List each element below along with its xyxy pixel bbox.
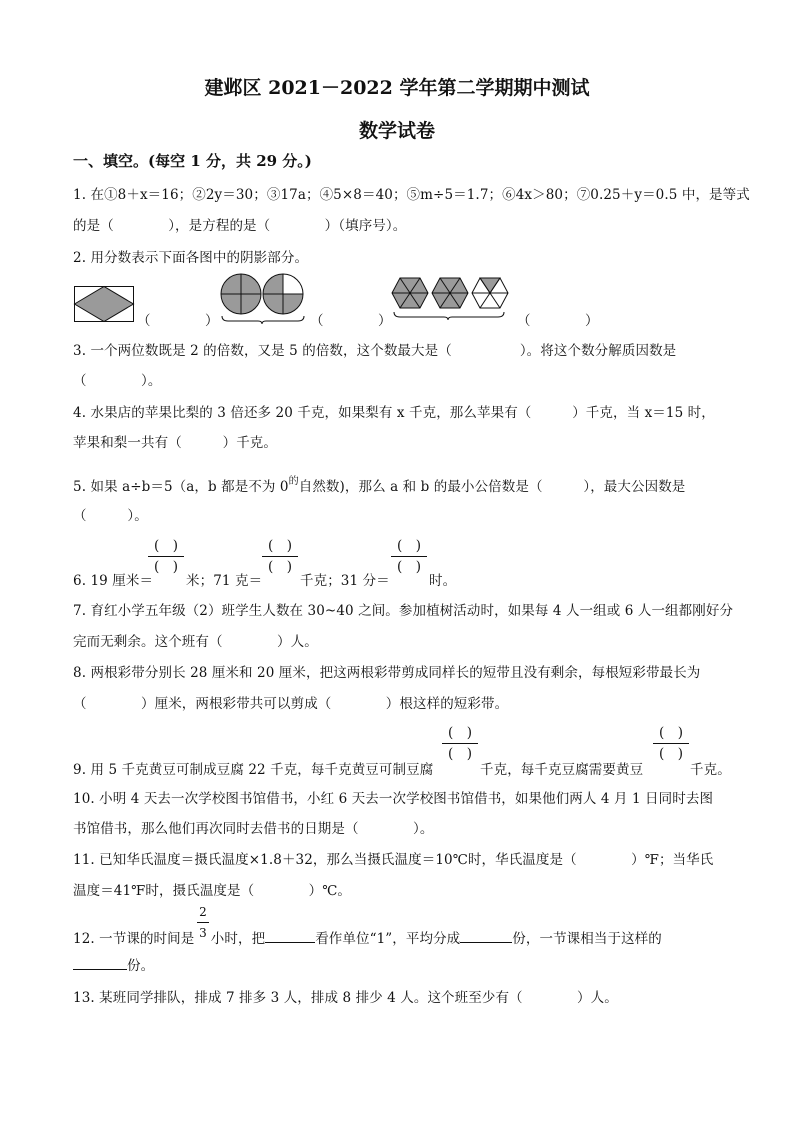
fraction-blank[interactable] xyxy=(148,537,184,576)
q12-text-3: 看作单位“1”，平均分成 xyxy=(315,931,461,947)
q5-text-c: 自然数)，那么 a 和 b 的最小公倍数是（ ），最大公因数是 xyxy=(298,479,686,495)
fraction-blank[interactable] xyxy=(653,724,689,763)
q5-superscript: 的 xyxy=(288,476,299,487)
fraction-bar xyxy=(262,556,298,557)
fraction-bar xyxy=(197,922,209,923)
question-11-line-2: 温度＝41℉时，摄氏温度是（ ）℃。 xyxy=(73,883,352,899)
numerator-blank[interactable]: ( ) xyxy=(267,538,293,554)
denominator-blank[interactable]: ( ) xyxy=(447,746,473,762)
question-6-part-1: 6. 19 厘米＝ xyxy=(73,573,154,589)
question-13-line-1: 13. 某班同学排队，排成 7 排多 3 人，排成 8 排少 4 人。这个班至少有（ ）人。 xyxy=(73,990,618,1006)
circles-figure xyxy=(220,272,310,322)
q12-text-2: 小时，把 xyxy=(210,931,266,947)
question-8-line-2: （ ）厘米，两根彩带共可以剪成（ ）根这样的短彩带。 xyxy=(73,696,509,712)
page-subtitle: 数学试卷 xyxy=(358,120,435,142)
question-11-line-1: 11. 已知华氏温度＝摄氏温度×1.8＋32，那么当摄氏温度＝10℃时，华氏温度是（ ）℉；当华氏 xyxy=(73,852,714,868)
fraction-2-3 xyxy=(197,903,209,942)
question-12-line-2 xyxy=(73,954,154,974)
answer-blank-2[interactable]: （ ） xyxy=(310,313,392,329)
section-heading: 一、填空。(每空 1 分，共 29 分。) xyxy=(73,152,312,170)
question-6-part-2: 米；71 克＝ xyxy=(186,573,263,589)
question-8-line-1: 8. 两根彩带分别长 28 厘米和 20 厘米，把这两根彩带剪成同样长的短带且没有剩余，每根短彩带最长为 xyxy=(73,665,701,681)
q12-text-4: 份，一节课相当于这样的 xyxy=(512,931,662,947)
question-7-line-1: 7. 育红小学五年级（2）班学生人数在 30~40 之间。参加植树活动时，如果每 4 人一组或 6 人一组都刚好分 xyxy=(73,603,734,619)
fraction-blank[interactable] xyxy=(262,537,298,576)
q12-text-1: 12. 一节课的时间是 xyxy=(73,931,195,947)
question-5-line-1 xyxy=(73,472,685,495)
question-9-part-2: 千克，每千克豆腐需要黄豆 xyxy=(480,762,644,778)
question-10-line-1: 10. 小明 4 天去一次学校图书馆借书，小红 6 天去一次学校图书馆借书，如果他们两人 4 月 1 日同时去图 xyxy=(73,791,714,807)
denominator-blank[interactable]: ( ) xyxy=(658,746,684,762)
question-10-line-2: 书馆借书，那么他们再次同时去借书的日期是（ ）。 xyxy=(73,821,434,837)
question-3-line-1: 3. 一个两位数既是 2 的倍数，又是 5 的倍数，这个数最大是（ ）。将这个数分解质因数是 xyxy=(73,343,677,359)
question-6-part-3: 千克；31 分＝ xyxy=(300,573,390,589)
denominator-blank[interactable]: ( ) xyxy=(267,559,293,575)
page-title: 建邺区 2021－2022 学年第二学期期中测试 xyxy=(204,77,590,99)
answer-blank-1[interactable]: （ ） xyxy=(137,313,219,329)
fraction-bar xyxy=(653,743,689,744)
numerator-blank[interactable]: ( ) xyxy=(447,725,473,741)
denominator-blank[interactable]: ( ) xyxy=(153,559,179,575)
fraction-denominator: 3 xyxy=(199,926,207,940)
question-3-line-2: （ ）。 xyxy=(73,373,162,389)
question-2-line-1: 2. 用分数表示下面各图中的阴影部分。 xyxy=(73,250,309,266)
q12-blank-count[interactable] xyxy=(73,957,127,970)
fraction-blank[interactable] xyxy=(391,537,427,576)
fraction-bar xyxy=(148,556,184,557)
denominator-blank[interactable]: ( ) xyxy=(396,559,422,575)
question-4-line-2: 苹果和梨一共有（ ）千克。 xyxy=(73,435,277,451)
q5-text-a: 5. 如果 a÷b＝5（a，b 都是不为 0 xyxy=(73,479,289,495)
rectangle-figure xyxy=(74,286,134,322)
question-1-line-1: 1. 在①8＋x＝16；②2y＝30；③17a；④5×8＝40；⑤m÷5＝1.7；⑥4x＞80；⑦0.25＋y＝0.5 中，是等式 xyxy=(73,187,750,203)
question-7-line-2: 完而无剩余。这个班有（ ）人。 xyxy=(73,634,318,650)
fraction-bar xyxy=(391,556,427,557)
question-4-line-1: 4. 水果店的苹果比梨的 3 倍还多 20 千克，如果梨有 x 千克，那么苹果有（ ）千克，当 x＝15 时， xyxy=(73,405,715,421)
q12-blank-unit[interactable] xyxy=(265,930,315,943)
q12-blank-parts[interactable] xyxy=(460,930,512,943)
numerator-blank[interactable]: ( ) xyxy=(658,725,684,741)
answer-blank-3[interactable]: （ ） xyxy=(517,313,599,329)
question-1-line-2: 的是（ ），是方程的是（ ）（填序号）。 xyxy=(73,218,407,234)
numerator-blank[interactable]: ( ) xyxy=(396,538,422,554)
hexagons-figure xyxy=(390,276,514,322)
fraction-blank[interactable] xyxy=(442,724,478,763)
numerator-blank[interactable]: ( ) xyxy=(153,538,179,554)
question-6-part-4: 时。 xyxy=(429,573,457,589)
fraction-bar xyxy=(442,743,478,744)
question-5-line-2: （ ）。 xyxy=(73,508,148,524)
question-9-part-3: 千克。 xyxy=(690,762,731,778)
question-12-line-1 xyxy=(73,927,662,947)
q12-text-5: 份。 xyxy=(127,958,155,974)
question-9-part-1: 9. 用 5 千克黄豆可制成豆腐 22 千克，每千克黄豆可制豆腐 xyxy=(73,762,434,778)
fraction-numerator: 2 xyxy=(199,905,207,919)
